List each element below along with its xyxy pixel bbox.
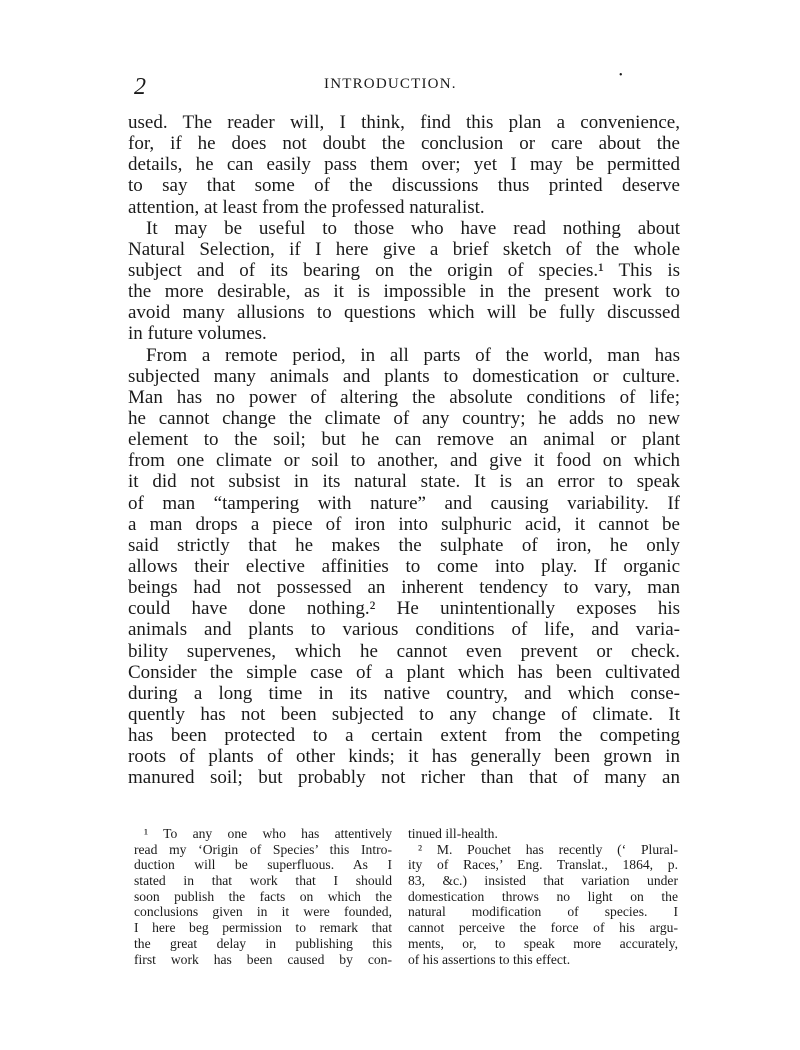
text-line: during a long time in its native country, and which conse- [128,682,680,704]
text-line: it did not subsist in its natural state. It is an error to speak [128,471,680,493]
text-line: subjected many animals and plants to domestication or culture. [128,365,680,387]
text-line: bility supervenes, which he cannot even prevent or check. [128,640,680,662]
text-line: a man drops a piece of iron into sulphuric acid, it cannot be [128,513,680,535]
text-line: subject and of its bearing on the origin of species.¹ This is [128,259,680,281]
footnote-line: read my ‘Origin of Species’ this Intro- [134,841,392,857]
text-line: details, he can easily pass them over; yet I may be permitted [128,154,680,176]
text-line: he cannot change the climate of any country; he adds no new [128,407,680,429]
text-line: animals and plants to various conditions of life, and varia- [128,619,680,641]
text-line: manured soil; but probably not richer than that of many an [128,767,680,789]
footnotes [126,826,682,966]
page-number: 2 [134,74,146,100]
text-line: Man has no power of altering the absolute conditions of life; [128,386,680,408]
footnote-line: cannot perceive the force of his argu- [408,920,678,936]
footnote-line: natural modification of species. I [408,904,678,920]
footnote-line: conclusions given in it were founded, [134,904,392,920]
text-line: used. The reader will, I think, find this plan a convenience, [128,112,680,133]
stray-mark: • [619,70,623,81]
text-line: allows their elective affinities to come into play. If organic [128,555,680,577]
footnote-line: duction will be superfluous. As I [134,857,392,873]
footnote-line: soon publish the facts on which the [134,888,392,904]
text-line: from one climate or soil to another, and give it food on which [128,450,680,472]
text-line: of man “tampering with nature” and causing variability. If [128,492,680,514]
text-line: quently has not been subjected to any change of climate. It [128,703,680,725]
text-line: said strictly that he makes the sulphate of iron, he only [128,534,680,556]
footnote-line: 83, &c.) insisted that variation under [408,873,678,889]
footnote-line: the great delay in publishing this [134,935,392,951]
footnote-line: ments, or, to speak more accurately, [408,935,678,951]
footnote-column-left [134,826,392,967]
text-line: Consider the simple case of a plant which has been cultivated [128,661,680,683]
text-line: to say that some of the discussions thus printed deserve [128,175,680,197]
footnote-line: stated in that work that I should [134,873,392,889]
footnote-line: first work has been caused by con- [134,951,392,967]
text-line: has been protected to a certain extent from the competing [128,725,680,747]
footnote-line: ¹ To any one who has attentively [144,826,392,841]
footnote-column-right [408,826,678,967]
text-line: could have done nothing.² He unintentionally exposes his [128,598,680,620]
footnote-line: ity of Races,’ Eng. Translat., 1864, p. [408,857,678,873]
text-line: avoid many allusions to questions which will be fully discussed [128,302,680,324]
footnote-line: I here beg permission to remark that [134,920,392,936]
text-line: From a remote period, in all parts of the world, man has [146,344,680,366]
text-line: beings had not possessed an inherent tendency to vary, man [128,577,680,599]
text-line: for, if he does not doubt the conclusion or care about the [128,133,680,155]
text-line: Natural Selection, if I here give a brief sketch of the whole [128,238,680,260]
text-line: the more desirable, as it is impossible in the present work to [128,281,680,303]
footnote-line: of his assertions to this effect. [408,951,571,967]
footnote-line: domestication throws no light on the [408,888,678,904]
text-line: element to the soil; but he can remove an animal or plant [128,429,680,451]
footnote-line: ² M. Pouchet has recently (‘ Plural- [418,841,678,857]
text-line: It may be useful to those who have read nothing about [146,217,680,239]
running-head: INTRODUCTION. [324,76,457,92]
text-line: attention, at least from the professed naturalist. [128,196,485,218]
footnote-line: tinued ill-health. [408,826,498,841]
text-line: in future volumes. [128,323,267,345]
main-text [128,112,680,812]
text-line: roots of plants of other kinds; it has generally been grown in [128,746,680,768]
